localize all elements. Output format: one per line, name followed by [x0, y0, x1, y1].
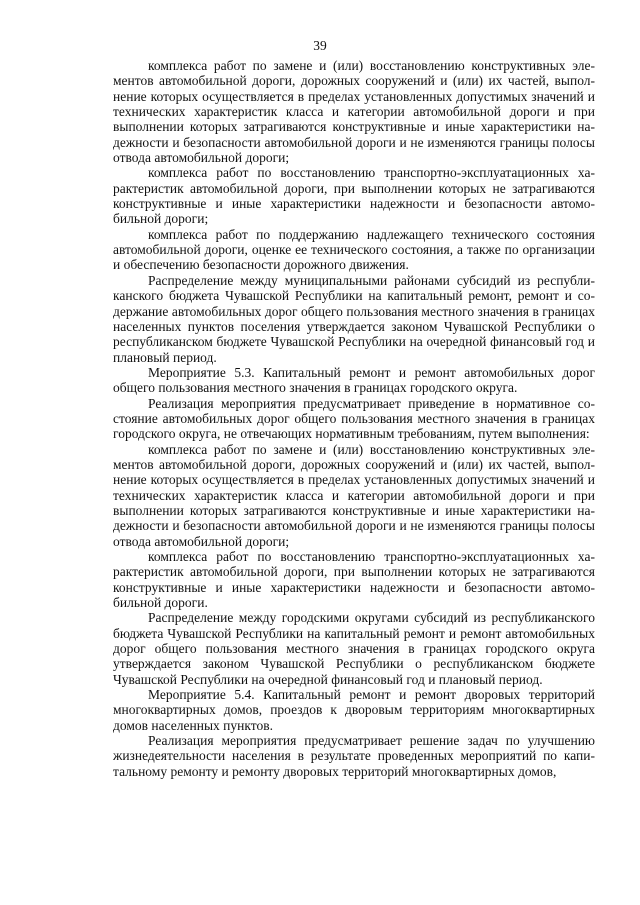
paragraph: Мероприятие 5.3. Капитальный ремонт и ремонт автомобильных дорог общего пользования местного значения в границах городского округа.: [113, 364, 595, 396]
paragraph: Распределение между городскими округами субсидий из республиканского бюджета Чувашской Республики на капитальный ремонт и ремонт автомобильных дорог общего пользования местного значения в границах городского округа утверждается законом Чувашской Республики о республиканском бюджете Чувашской Республики на очередной финансовый год и плановый период.: [113, 610, 595, 687]
paragraph: комплекса работ по восстановлению транспортно-эксплуатационных характеристик автомобильной дороги, при выполнении которых не затрагиваются конструктивные и иные характеристики надежности и безопасности автомобильной дороги;: [113, 165, 595, 227]
body-text: [113, 58, 595, 779]
paragraph: Реализация мероприятия предусматривает решение задач по улучшению жизнедеятельности населения в результате проведенных мероприятий по капитальному ремонту и ремонту дворовых территорий многоквартирных домов,: [113, 733, 595, 779]
paragraph: Реализация мероприятия предусматривает приведение в нормативное состояние автомобильных дорог общего пользования местного значения в границах городского округа, не отвечающих нормативным требованиям, путем выполнения:: [113, 395, 595, 442]
paragraph: комплекса работ по замене и (или) восстановлению конструктивных элементов автомобильной дороги, дорожных сооружений и (или) их частей, выполнение которых осуществляется в пределах установленных допустимых значений и технических характеристик класса и категории автомобильной дороги и при выполнении которых затрагиваются конструктивные и иные характеристики надежности и безопасности автомобильной дороги и не изменяются границы полосы отвода автомобильной дороги;: [113, 441, 595, 549]
paragraph: Мероприятие 5.4. Капитальный ремонт и ремонт дворовых территорий многоквартирных домов, проездов к дворовым территориям многоквартирных домов населенных пунктов.: [113, 687, 595, 733]
paragraph: комплекса работ по замене и (или) восстановлению конструктивных элементов автомобильной дороги, дорожных сооружений и (или) их частей, выполнение которых осуществляется в пределах установленных допустимых значений и технических характеристик класса и категории автомобильной дороги и при выполнении которых затрагиваются конструктивные и иные характеристики надежности и безопасности автомобильной дороги и не изменяются границы полосы отвода автомобильной дороги;: [113, 58, 595, 166]
paragraph: комплекса работ по восстановлению транспортно-эксплуатационных характеристик автомобильной дороги, при выполнении которых не затрагиваются конструктивные и иные характеристики надежности и безопасности автомобильной дороги.: [113, 549, 595, 611]
paragraph: комплекса работ по поддержанию надлежащего технического состояния автомобильной дороги, оценке ее технического состояния, а также по организации и обеспечению безопасности дорожного движения.: [113, 226, 595, 273]
page-number: 39: [313, 38, 327, 53]
paragraph: Распределение между муниципальными районами субсидий из республиканского бюджета Чувашской Республики на капитальный ремонт, ремонт и содержание автомобильных дорог общего пользования местного значения в границах населенных пунктов поселения утверждается законом Чувашской Республики о республиканском бюджете Чувашской Республики на очередной финансовый год и плановый период.: [113, 272, 595, 365]
